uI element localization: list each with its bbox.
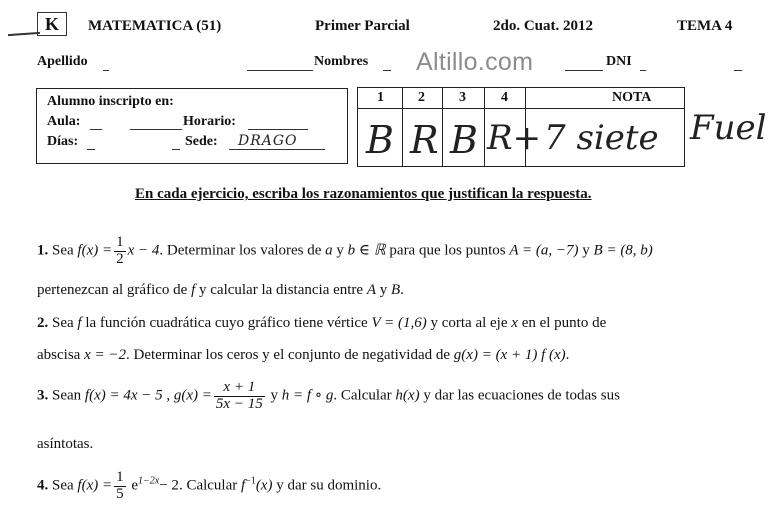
grade-col-sep-2 [442,87,443,166]
apellido-line [103,70,109,71]
exercise-3-line-1 [37,380,620,413]
e2-text-b: la función cuadrática cuyo gráfico tiene vértice [85,315,368,331]
dni-label: DNI [606,54,632,69]
e4-text-b: . Calcular [178,477,238,494]
exercise-2-line-1 [37,315,606,332]
e3-fraction [214,380,265,413]
e2-end: . [565,347,570,363]
sede-value: DRAGO [238,133,298,149]
exercise-2-number: 2. [37,315,49,331]
e3-frac-den: 5x − 15 [215,395,263,412]
e2-text-d: en el punto de [521,315,607,331]
e4-finv: f [241,477,246,494]
e3-h: h = f ∘ g [281,387,334,404]
e3-g-lhs: g(x) = [173,387,212,404]
watermark: Altillo.com [416,48,534,76]
sede-label: Sede: [185,134,218,149]
exercise-1-number: 1. [37,242,49,259]
e1-point-a: A = (a, −7) [509,242,579,259]
course-title: MATEMATICA (51) [88,18,222,34]
horario-label: Horario: [183,114,236,129]
grade-col-sep-3 [484,87,485,166]
e1-line2-a: pertenezcan al gráfico de [37,282,188,298]
exercise-1-line-1 [37,235,653,268]
nota-label: NOTA [612,90,652,105]
dias-line-2 [172,149,180,150]
e3-text-b: . Calcular [333,387,392,404]
grade-mark-4: R+ [487,118,542,158]
term-label: 2do. Cuat. 2012 [493,18,594,34]
e3-hx: h(x) [395,387,420,404]
e1-y: y [379,282,388,298]
e1-end: . [400,282,404,298]
e2-vertex: V = (1,6) [371,315,427,331]
grade-col-1: 1 [377,90,384,105]
e3-text-a: Sean [52,387,82,404]
nota-value: 7 siete [544,118,659,158]
e4-f-lhs: f(x) = [77,477,113,494]
grade-mark-2: R [410,118,439,162]
apellido-line-2 [247,70,313,71]
grade-col-3: 3 [459,90,466,105]
e1-text-d: para que los puntos [389,242,506,259]
nombres-label: Nombres [314,54,369,69]
exercise-4-line-1 [37,470,381,503]
dias-line [87,149,95,150]
grade-col-2: 2 [418,90,425,105]
dni-line-end [734,70,742,71]
e1-point-b: B = (8, b) [593,242,653,259]
e1-frac-den: 2 [116,250,124,267]
e1-f-rest: x − 4 [127,242,160,259]
exercise-3-line-2: asíntotas. [37,436,94,452]
nombres-line-2 [565,70,603,71]
e2-line2-a: abscisa [37,347,81,363]
apellido-label: Apellido [37,54,88,69]
horario-line [248,129,308,130]
grade-col-4: 4 [501,90,508,105]
e4-finv-arg: (x) [255,477,273,494]
e4-text-c: y dar su dominio. [276,477,382,494]
e4-e: e [131,477,139,494]
exam-title: Primer Parcial [315,18,410,34]
grade-header-rule [357,108,684,109]
e1-B: B [391,282,401,298]
sede-line [229,149,325,150]
aula-label: Aula: [47,114,81,129]
e4-inv-exp: −1 [245,475,256,487]
pen-mark [8,32,40,36]
e1-var-b: b ∈ ℝ [347,242,386,259]
enrollment-title: Alumno inscripto en: [47,94,174,109]
dni-line [640,70,646,71]
e4-frac-den: 5 [116,485,124,502]
grade-col-sep-1 [402,87,403,166]
e3-frac-num: x + 1 [214,380,265,397]
e1-text-e: y [582,242,590,259]
e2-line2-b: . Determinar los ceros y el conjunto de negatividad de [125,347,451,363]
tema-letter: K [44,14,59,34]
e3-f: f(x) = 4x − 5 [84,387,163,404]
e4-text-a: Sea [52,477,74,494]
e3-y: y [270,387,278,404]
tema-label: TEMA 4 [677,18,733,34]
e2-xv: x = −2 [84,347,126,363]
nombres-line [383,70,391,71]
exercise-2-line-2 [37,347,569,364]
e1-text-a: Sea [52,242,74,259]
e2-x: x [511,315,518,331]
grade-mark-1: B [366,118,394,162]
e1-fraction [114,235,126,268]
aula-line-2 [130,129,182,130]
e4-frac-num: 1 [116,469,124,485]
e1-text-b: . Determinar los valores de [159,242,322,259]
e4-rest: − 2 [159,477,179,494]
e2-text-c: y corta al eje [430,315,508,331]
e1-line2-b: y calcular la distancia entre [199,282,364,298]
e1-var-a: a [325,242,333,259]
e2-g: g(x) = (x + 1) f (x) [453,347,566,363]
exercise-3-number: 3. [37,387,49,404]
grade-mark-3: B [450,118,478,162]
e1-A: A [366,282,376,298]
exercise-1-line-2 [37,282,404,299]
e1-f: f [191,282,196,298]
signature: Fuel [690,108,767,148]
tema-letter-box [37,12,67,36]
e1-frac-num: 1 [116,234,124,250]
exercise-4-number: 4. [37,477,49,494]
dias-label: Días: [47,134,79,149]
e1-f-lhs: f(x) = [77,242,113,259]
aula-line [90,129,102,130]
e3-text-c: y dar las ecuaciones de todas sus [423,387,620,404]
e2-f: f [77,315,82,331]
e2-text-a: Sea [52,315,74,331]
e1-text-c: y [336,242,344,259]
e3-sep: , [166,387,171,404]
e4-fraction [114,470,126,503]
e4-exp: 1−2x [138,475,160,487]
instructions: En cada ejercicio, escriba los razonamientos que justifican la respuesta. [135,186,592,202]
